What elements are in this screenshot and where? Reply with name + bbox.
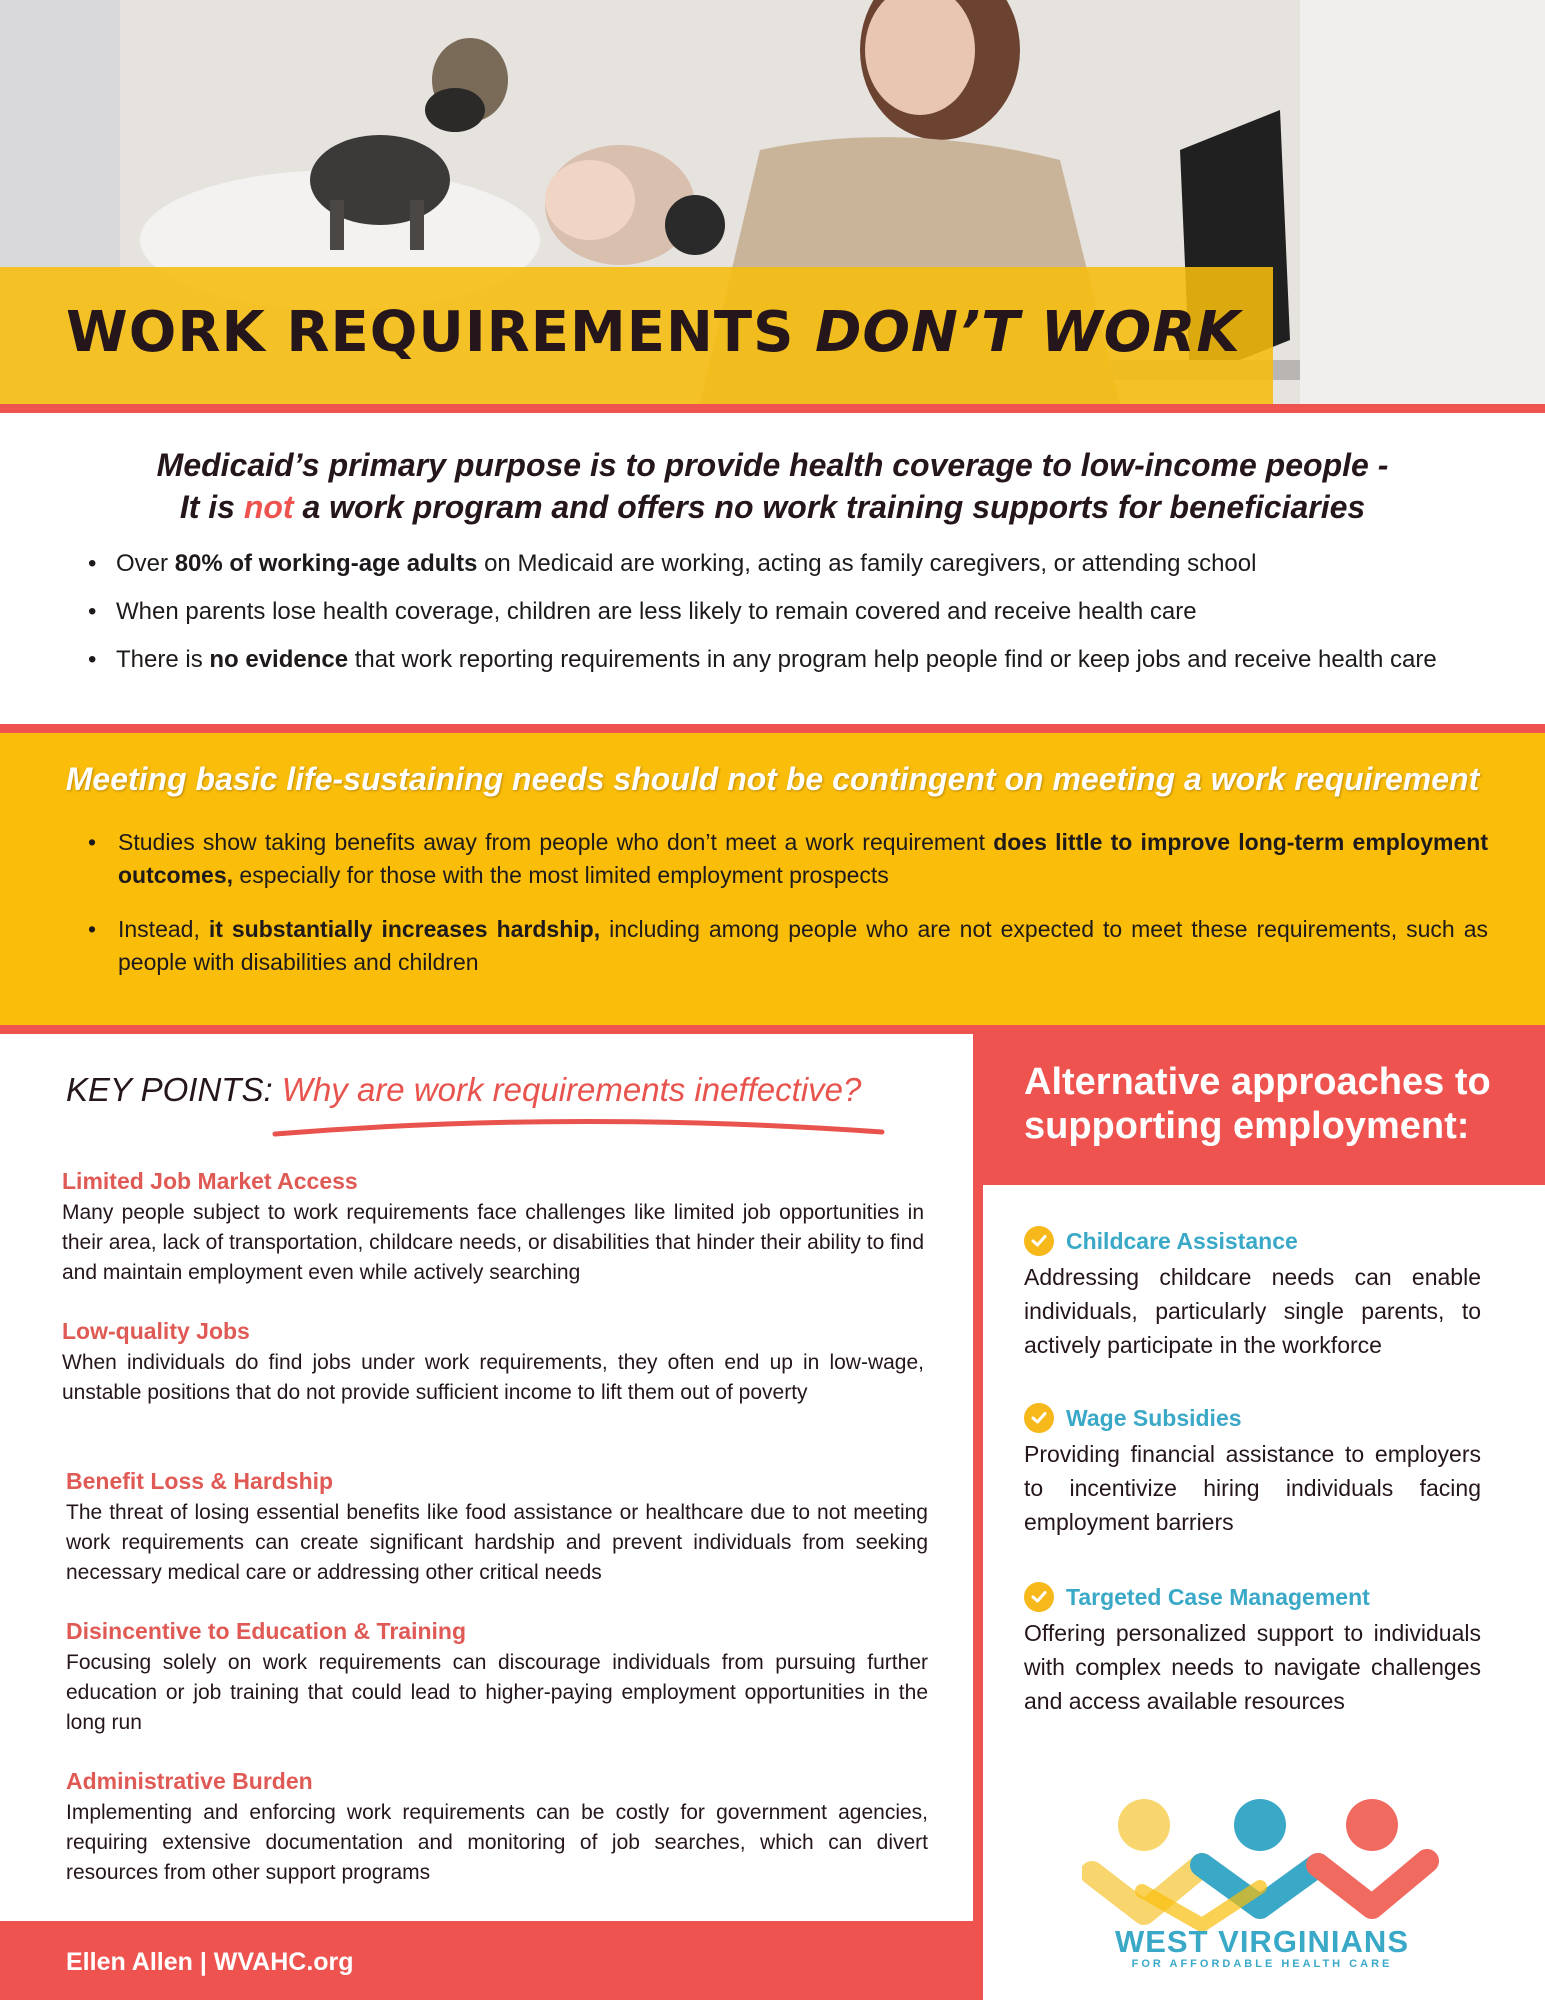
key-points-heading: KEY POINTS: Why are work requirements ineffective? <box>66 1071 862 1108</box>
list-item: • Studies show taking benefits away from people who don’t meet a work requirement does little to improve long-term employment outcomes, especially for those with the most limited employment prospects <box>88 826 1488 892</box>
key-point-item <box>66 1618 928 1738</box>
key-point-title: Disincentive to Education & Training <box>66 1618 466 1644</box>
alternative-body: Offering personalized support to individuals with complex needs to navigate challenges and access available resources <box>1024 1620 1481 1714</box>
page-title: WORK REQUIREMENTS DON’T WORK <box>66 300 1241 365</box>
key-point-title: Benefit Loss & Hardship <box>66 1468 334 1494</box>
key-point-item <box>62 1318 924 1408</box>
section-divider <box>0 724 1545 733</box>
alternative-body: Addressing childcare needs can enable individuals, particularly single parents, to actively participate in the workforce <box>1024 1264 1481 1358</box>
check-circle-icon <box>1024 1403 1054 1433</box>
intro-heading: Medicaid’s primary purpose is to provide health coverage to low-income people - It is not a work program and offers no work training supports for beneficiaries <box>156 447 1389 525</box>
key-point-body: Many people subject to work requirements face challenges like limited job opportunities in their area, lack of transportation, childcare needs, or disabilities that hinder their ability to find and maintain employment even while actively searching <box>62 1201 924 1284</box>
alternative-title: Childcare Assistance <box>1066 1227 1298 1254</box>
key-point-body: Implementing and enforcing work requirements can be costly for government agencies, requiring extensive documentation and monitoring of job searches, which can divert resources from other support programs <box>66 1801 928 1884</box>
alternative-item <box>1024 1403 1481 1539</box>
key-point-body: When individuals do find jobs under work requirements, they often end up in low-wage, unstable positions that do not provide sufficient income to lift them out of poverty <box>62 1351 924 1404</box>
list-item: • Over 80% of working-age adults on Medicaid are working, acting as family caregivers, or attending school <box>88 550 1508 578</box>
list-item: • When parents lose health coverage, children are less likely to remain covered and receive health care <box>88 598 1508 626</box>
intro-bullet-list <box>88 550 1508 694</box>
key-point-title: Low-quality Jobs <box>62 1318 250 1344</box>
needs-heading: Meeting basic life-sustaining needs should not be contingent on meeting a work requirement <box>65 761 1480 797</box>
title-divider <box>0 404 1545 413</box>
footer-credit: Ellen Allen | WVAHC.org <box>66 1948 354 1976</box>
key-point-item <box>66 1768 928 1888</box>
check-circle-icon <box>1024 1582 1054 1612</box>
alternative-title: Wage Subsidies <box>1066 1404 1242 1431</box>
alternative-item <box>1024 1226 1481 1362</box>
alternative-item <box>1024 1582 1481 1718</box>
alternatives-heading: Alternative approaches to supporting employment: <box>1024 1061 1491 1147</box>
list-item: • There is no evidence that work reporting requirements in any program help people find or keep jobs and receive health care <box>88 646 1508 674</box>
logo-name: WEST VIRGINIANS <box>1114 1924 1409 1959</box>
key-point-title: Limited Job Market Access <box>62 1168 358 1194</box>
needs-bullet-list <box>88 826 1488 1000</box>
key-point-title: Administrative Burden <box>66 1768 313 1794</box>
alternative-body: Providing financial assistance to employers to incentivize hiring individuals facing employment barriers <box>1024 1441 1481 1535</box>
key-point-item <box>66 1468 928 1588</box>
underline-swoosh <box>270 1112 890 1142</box>
logo-tagline: FOR AFFORDABLE HEALTH CARE <box>1131 1958 1393 1970</box>
key-point-body: Focusing solely on work requirements can discourage individuals from pursuing further education or job training that could lead to higher-paying employment opportunities in the long run <box>66 1651 928 1734</box>
check-circle-icon <box>1024 1226 1054 1256</box>
key-point-body: The threat of losing essential benefits like food assistance or healthcare due to not meeting work requirements can create significant hardship and prevent individuals from seeking necessary medical care or addressing other critical needs <box>66 1501 928 1584</box>
key-point-item <box>62 1168 924 1288</box>
alternative-title: Targeted Case Management <box>1066 1583 1370 1610</box>
list-item: • Instead, it substantially increases hardship, including among people who are not expected to meet these requirements, such as people with disabilities and children <box>88 913 1488 979</box>
